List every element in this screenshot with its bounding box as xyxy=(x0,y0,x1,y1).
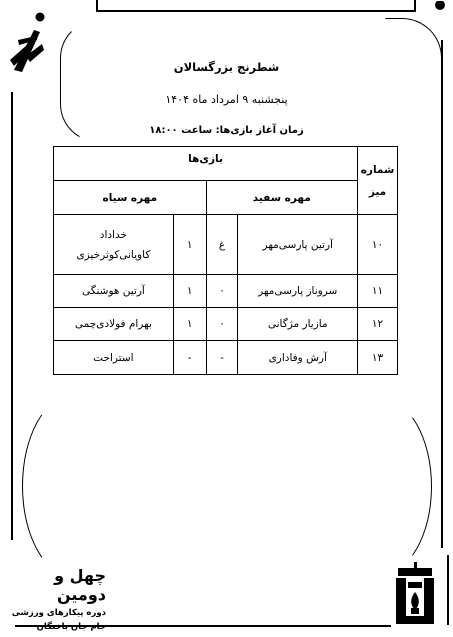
games-table xyxy=(53,146,398,375)
board-number: ۱۲ xyxy=(358,308,398,341)
white-pieces-header: مهره سفید xyxy=(206,181,357,215)
games-header: بازی‌ها xyxy=(54,147,358,181)
white-player: مازیار مژگانی xyxy=(238,308,358,341)
table-row xyxy=(54,341,398,375)
black-player xyxy=(54,215,174,275)
board-number-header: شماره میز xyxy=(358,147,398,215)
white-score: ۰ xyxy=(206,275,238,308)
start-time: زمان آغاز بازی‌ها: ساعت ۱۸:۰۰ xyxy=(149,125,304,136)
footer-line1: دوره پیکارهای ورزشی xyxy=(11,608,106,618)
board-number: ۱۰ xyxy=(358,215,398,275)
black-score: - xyxy=(173,341,206,375)
footer-title: چهل و دومین xyxy=(54,566,106,604)
table-row xyxy=(54,215,398,275)
white-score: ۰ xyxy=(206,308,238,341)
white-player: آرش وفاداری xyxy=(238,341,358,375)
black-player: استراحت xyxy=(54,341,174,375)
black-score: ۱ xyxy=(173,275,206,308)
black-player: بهرام فولادی‌چمی xyxy=(54,308,174,341)
corner-dot-icon xyxy=(432,0,448,14)
event-date: پنجشنبه ۹ امرداد ماه ۱۴۰۴ xyxy=(165,93,288,106)
black-pieces-header: مهره سیاه xyxy=(54,181,207,215)
black-player: آرتین هوشنگی xyxy=(54,275,174,308)
black-score: ۱ xyxy=(173,308,206,341)
board-number: ۱۱ xyxy=(358,275,398,308)
black-player-line2: کاویانی‌کوثرخیزی xyxy=(76,248,151,261)
black-player-line1: خداداد xyxy=(99,228,127,241)
white-score: - xyxy=(206,341,238,375)
white-player: آرتین پارسی‌مهر xyxy=(238,215,358,275)
white-score: غ xyxy=(206,215,238,275)
white-player: سروناز پارسی‌مهر xyxy=(238,275,358,308)
table-row xyxy=(54,308,398,341)
torch-monument-icon xyxy=(394,562,436,626)
footer-text xyxy=(10,566,106,632)
table-row xyxy=(54,275,398,308)
board-number: ۱۳ xyxy=(358,341,398,375)
black-score: ۱ xyxy=(173,215,206,275)
page-title: شطرنج بزرگسالان xyxy=(173,60,280,74)
footer-line2: جام جان باختگان xyxy=(36,622,106,632)
